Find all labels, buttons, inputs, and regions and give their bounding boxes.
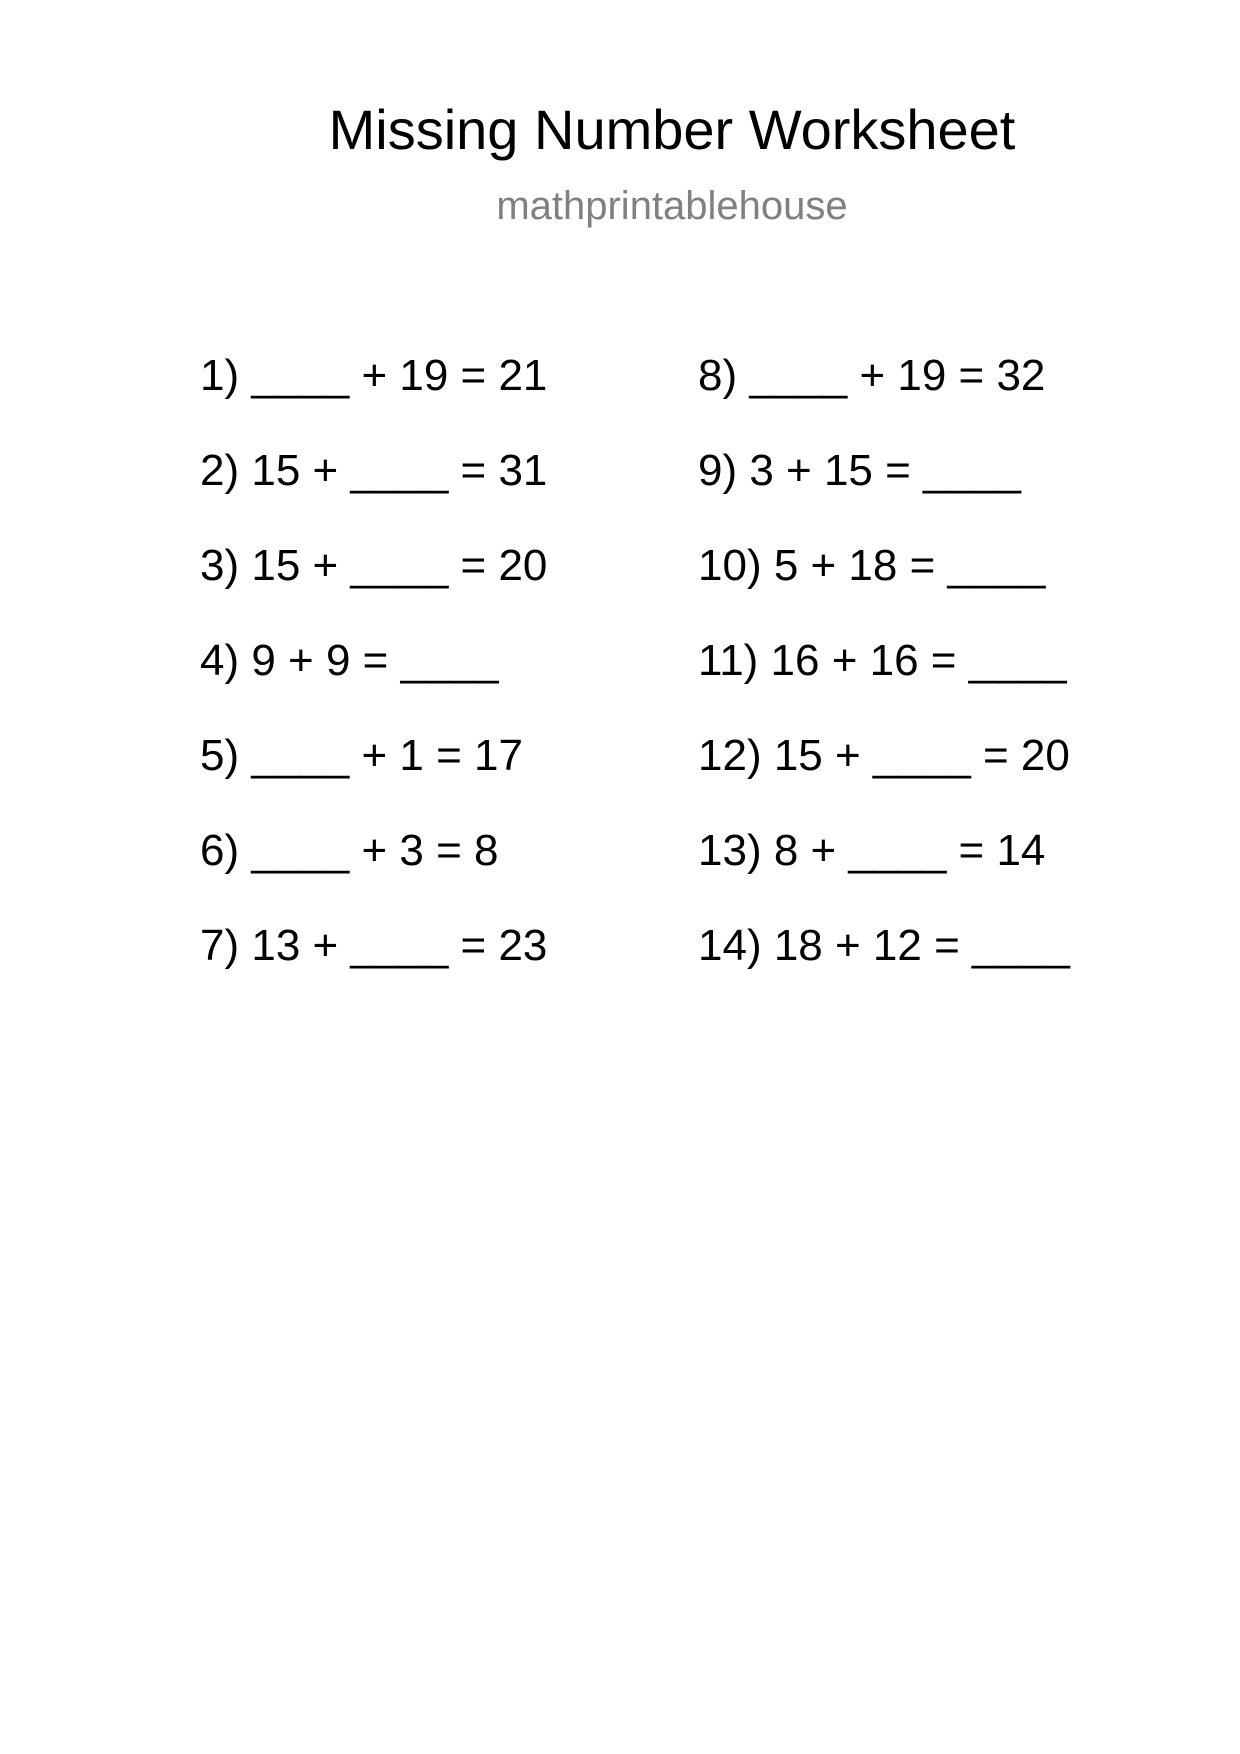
problem-13: 13) 8 + ____ = 14 [698,826,1046,875]
problems-column-left [200,350,547,1015]
problem-9: 9) 3 + 15 = ____ [698,446,1021,495]
page-title: Missing Number Worksheet [328,98,1016,161]
problems-column-right [698,350,1070,1015]
problem-5: 5) ____ + 1 = 17 [200,731,523,780]
problem-11: 11) 16 + 16 = ____ [698,636,1067,685]
source-watermark: mathprintablehouse [496,184,848,228]
problem-6: 6) ____ + 3 = 8 [200,826,499,875]
problem-12: 12) 15 + ____ = 20 [698,731,1070,780]
problem-10: 10) 5 + 18 = ____ [698,541,1046,590]
problem-1: 1) ____ + 19 = 21 [200,351,548,400]
problem-3: 3) 15 + ____ = 20 [200,541,548,590]
problem-2: 2) 15 + ____ = 31 [200,446,548,495]
problem-7: 7) 13 + ____ = 23 [200,921,548,970]
problem-8: 8) ____ + 19 = 32 [698,351,1046,400]
problem-4: 4) 9 + 9 = ____ [200,636,499,685]
problem-14: 14) 18 + 12 = ____ [698,921,1070,970]
